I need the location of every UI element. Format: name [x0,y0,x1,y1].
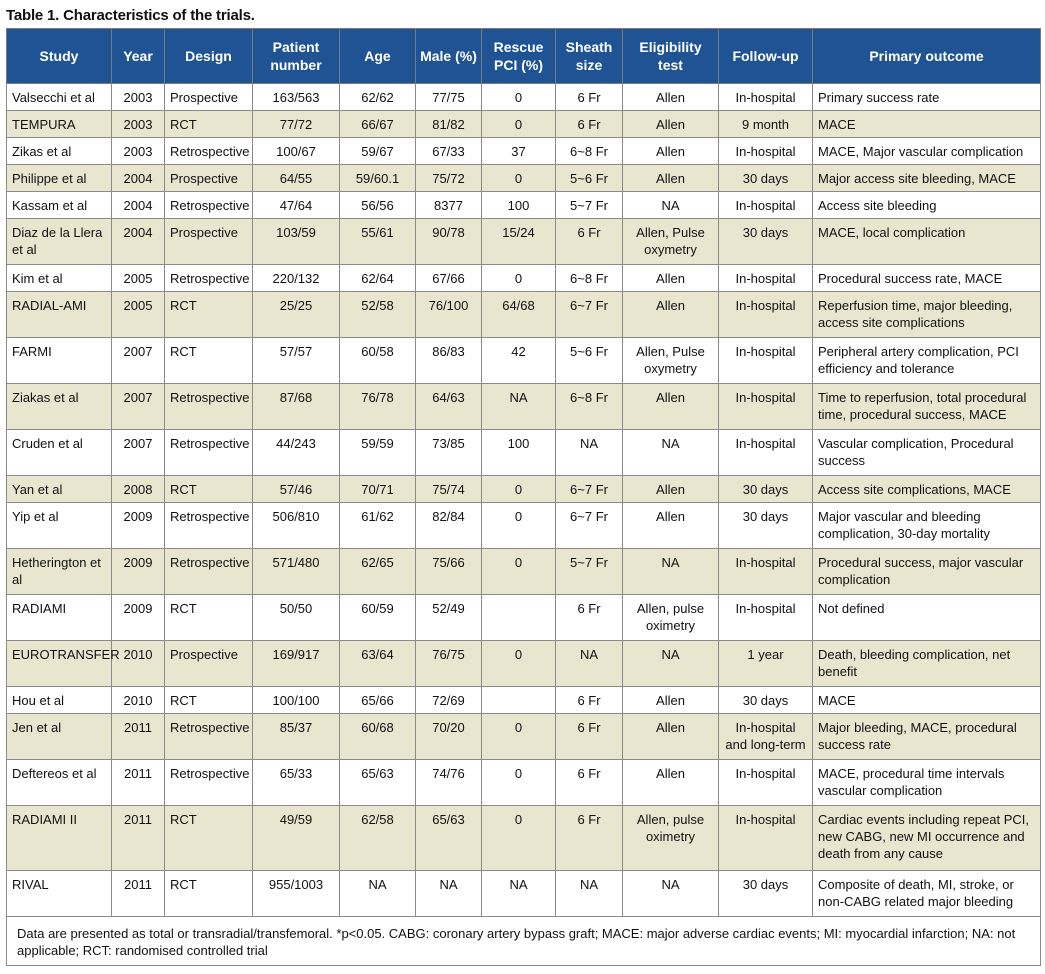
cell-age: 62/58 [340,806,416,871]
table-row [7,84,1041,111]
cell-male: 90/78 [416,219,482,265]
cell-rescue-pci: 37 [482,138,556,165]
cell-eligibility-test: Allen [623,111,719,138]
cell-eligibility-test: Allen [623,714,719,760]
cell-design: RCT [165,111,253,138]
cell-follow-up: In-hospital [719,760,813,806]
cell-design: RCT [165,806,253,871]
cell-age: NA [340,871,416,917]
cell-study: RADIAL-AMI [7,292,112,338]
cell-eligibility-test: Allen [623,138,719,165]
cell-age: 76/78 [340,384,416,430]
cell-sheath-size: 5~7 Fr [556,192,623,219]
column-header-rescue-pci: Rescue PCI (%) [482,29,556,84]
cell-sheath-size: 6 Fr [556,687,623,714]
cell-sheath-size: 5~7 Fr [556,549,623,595]
cell-design: Retrospective [165,265,253,292]
cell-design: Retrospective [165,714,253,760]
cell-rescue-pci: 0 [482,111,556,138]
cell-age: 62/64 [340,265,416,292]
cell-male: 72/69 [416,687,482,714]
cell-rescue-pci: 0 [482,165,556,192]
cell-rescue-pci: 0 [482,503,556,549]
cell-design: Retrospective [165,384,253,430]
cell-study: Zikas et al [7,138,112,165]
cell-primary-outcome: Reperfusion time, major bleeding, access site complications [813,292,1041,338]
cell-year: 2011 [112,714,165,760]
cell-eligibility-test: Allen [623,292,719,338]
cell-male: 76/75 [416,641,482,687]
cell-sheath-size: NA [556,871,623,917]
cell-age: 65/63 [340,760,416,806]
cell-design: Retrospective [165,138,253,165]
cell-sheath-size: 6 Fr [556,806,623,871]
cell-eligibility-test: Allen [623,476,719,503]
cell-follow-up: 1 year [719,641,813,687]
cell-follow-up: In-hospital [719,192,813,219]
cell-patient-number: 57/46 [253,476,340,503]
cell-study: Valsecchi et al [7,84,112,111]
cell-rescue-pci: 15/24 [482,219,556,265]
cell-sheath-size: 5~6 Fr [556,338,623,384]
cell-primary-outcome: Access site complications, MACE [813,476,1041,503]
cell-sheath-size: 6 Fr [556,595,623,641]
cell-primary-outcome: Major vascular and bleeding complication, 30-day mortality [813,503,1041,549]
cell-rescue-pci [482,687,556,714]
cell-study: RADIAMI II [7,806,112,871]
table-row [7,138,1041,165]
cell-follow-up: In-hospital [719,806,813,871]
cell-patient-number: 163/563 [253,84,340,111]
cell-year: 2005 [112,265,165,292]
cell-patient-number: 87/68 [253,384,340,430]
column-header-year: Year [112,29,165,84]
cell-eligibility-test: Allen [623,384,719,430]
cell-male: 75/66 [416,549,482,595]
cell-patient-number: 77/72 [253,111,340,138]
cell-study: RIVAL [7,871,112,917]
table-row [7,292,1041,338]
cell-age: 63/64 [340,641,416,687]
column-header-primary-outcome: Primary outcome [813,29,1041,84]
cell-design: RCT [165,871,253,917]
cell-follow-up: In-hospital [719,430,813,476]
cell-patient-number: 571/480 [253,549,340,595]
cell-age: 60/68 [340,714,416,760]
cell-primary-outcome: Death, bleeding complication, net benefit [813,641,1041,687]
cell-male: 64/63 [416,384,482,430]
cell-follow-up: In-hospital [719,292,813,338]
cell-age: 66/67 [340,111,416,138]
cell-sheath-size: 6 Fr [556,84,623,111]
table-row [7,265,1041,292]
table-row [7,384,1041,430]
cell-age: 62/65 [340,549,416,595]
cell-primary-outcome: Not defined [813,595,1041,641]
cell-patient-number: 506/810 [253,503,340,549]
cell-eligibility-test: NA [623,871,719,917]
cell-follow-up: In-hospital [719,549,813,595]
cell-follow-up: In-hospital [719,138,813,165]
cell-follow-up: 30 days [719,871,813,917]
cell-design: Prospective [165,84,253,111]
cell-study: Jen et al [7,714,112,760]
cell-design: Retrospective [165,760,253,806]
cell-eligibility-test: Allen, Pulse oxymetry [623,338,719,384]
cell-design: RCT [165,292,253,338]
table-row [7,595,1041,641]
cell-year: 2009 [112,549,165,595]
cell-year: 2008 [112,476,165,503]
cell-primary-outcome: Procedural success, major vascular complication [813,549,1041,595]
cell-age: 62/62 [340,84,416,111]
column-header-male: Male (%) [416,29,482,84]
cell-male: 67/33 [416,138,482,165]
cell-rescue-pci: 64/68 [482,292,556,338]
cell-primary-outcome: Major access site bleeding, MACE [813,165,1041,192]
cell-age: 65/66 [340,687,416,714]
cell-year: 2011 [112,871,165,917]
cell-male: 52/49 [416,595,482,641]
cell-male: NA [416,871,482,917]
cell-rescue-pci: 0 [482,549,556,595]
cell-age: 55/61 [340,219,416,265]
cell-eligibility-test: Allen [623,687,719,714]
cell-study: FARMI [7,338,112,384]
cell-patient-number: 44/243 [253,430,340,476]
cell-male: 73/85 [416,430,482,476]
cell-follow-up: 30 days [719,503,813,549]
cell-patient-number: 169/917 [253,641,340,687]
cell-year: 2010 [112,641,165,687]
cell-year: 2009 [112,595,165,641]
cell-patient-number: 85/37 [253,714,340,760]
cell-patient-number: 65/33 [253,760,340,806]
cell-sheath-size: NA [556,430,623,476]
cell-study: Kassam et al [7,192,112,219]
cell-design: RCT [165,476,253,503]
cell-year: 2007 [112,384,165,430]
cell-age: 70/71 [340,476,416,503]
cell-male: 67/66 [416,265,482,292]
cell-rescue-pci: NA [482,871,556,917]
cell-design: RCT [165,595,253,641]
table-row [7,476,1041,503]
cell-rescue-pci: NA [482,384,556,430]
cell-eligibility-test: Allen [623,760,719,806]
cell-year: 2010 [112,687,165,714]
cell-primary-outcome: MACE [813,687,1041,714]
cell-primary-outcome: MACE [813,111,1041,138]
cell-design: Retrospective [165,430,253,476]
cell-year: 2009 [112,503,165,549]
cell-year: 2003 [112,111,165,138]
cell-year: 2007 [112,338,165,384]
cell-rescue-pci: 0 [482,476,556,503]
cell-follow-up: In-hospital [719,384,813,430]
cell-age: 60/58 [340,338,416,384]
cell-sheath-size: NA [556,641,623,687]
cell-design: Prospective [165,165,253,192]
cell-age: 59/67 [340,138,416,165]
cell-primary-outcome: Access site bleeding [813,192,1041,219]
cell-patient-number: 100/67 [253,138,340,165]
column-header-sheath-size: Sheath size [556,29,623,84]
cell-study: Cruden et al [7,430,112,476]
cell-rescue-pci: 100 [482,192,556,219]
cell-eligibility-test: NA [623,430,719,476]
table-row [7,714,1041,760]
trials-table [6,28,1041,966]
cell-sheath-size: 6 Fr [556,760,623,806]
cell-patient-number: 103/59 [253,219,340,265]
cell-patient-number: 25/25 [253,292,340,338]
cell-study: Deftereos et al [7,760,112,806]
cell-eligibility-test: NA [623,549,719,595]
cell-age: 59/59 [340,430,416,476]
cell-follow-up: 30 days [719,476,813,503]
table-row [7,219,1041,265]
table-row [7,760,1041,806]
cell-design: Retrospective [165,192,253,219]
cell-male: 65/63 [416,806,482,871]
cell-sheath-size: 6 Fr [556,111,623,138]
cell-eligibility-test: Allen, pulse oximetry [623,806,719,871]
cell-design: Retrospective [165,549,253,595]
cell-design: Prospective [165,641,253,687]
cell-sheath-size: 6~7 Fr [556,503,623,549]
cell-year: 2004 [112,219,165,265]
cell-sheath-size: 6 Fr [556,714,623,760]
cell-year: 2004 [112,192,165,219]
cell-sheath-size: 6 Fr [556,219,623,265]
cell-follow-up: In-hospital [719,265,813,292]
cell-patient-number: 47/64 [253,192,340,219]
cell-patient-number: 100/100 [253,687,340,714]
cell-year: 2011 [112,760,165,806]
cell-rescue-pci: 0 [482,714,556,760]
cell-primary-outcome: Major bleeding, MACE, procedural success rate [813,714,1041,760]
cell-design: RCT [165,687,253,714]
column-header-age: Age [340,29,416,84]
cell-age: 60/59 [340,595,416,641]
table-row [7,338,1041,384]
cell-primary-outcome: Primary success rate [813,84,1041,111]
cell-study: EUROTRANSFER [7,641,112,687]
column-header-study: Study [7,29,112,84]
cell-sheath-size: 6~8 Fr [556,265,623,292]
table-wrapper [6,4,1040,966]
cell-study: RADIAMI [7,595,112,641]
cell-follow-up: In-hospital [719,338,813,384]
cell-eligibility-test: Allen [623,265,719,292]
cell-patient-number: 955/1003 [253,871,340,917]
header-row [7,29,1041,84]
table-row [7,430,1041,476]
cell-primary-outcome: Peripheral artery complication, PCI efficiency and tolerance [813,338,1041,384]
cell-follow-up: 30 days [719,219,813,265]
cell-eligibility-test: Allen, Pulse oxymetry [623,219,719,265]
cell-male: 8377 [416,192,482,219]
cell-patient-number: 220/132 [253,265,340,292]
table-row [7,192,1041,219]
cell-study: Hetherington et al [7,549,112,595]
cell-patient-number: 49/59 [253,806,340,871]
column-header-design: Design [165,29,253,84]
cell-patient-number: 50/50 [253,595,340,641]
cell-eligibility-test: Allen [623,503,719,549]
cell-year: 2004 [112,165,165,192]
cell-male: 82/84 [416,503,482,549]
cell-rescue-pci: 0 [482,265,556,292]
cell-primary-outcome: Cardiac events including repeat PCI, new CABG, new MI occurrence and death from any cause [813,806,1041,871]
cell-study: TEMPURA [7,111,112,138]
cell-study: Hou et al [7,687,112,714]
cell-age: 56/56 [340,192,416,219]
cell-follow-up: 9 month [719,111,813,138]
cell-rescue-pci: 42 [482,338,556,384]
cell-study: Diaz de la Llera et al [7,219,112,265]
cell-male: 86/83 [416,338,482,384]
table-row [7,806,1041,871]
table-row [7,549,1041,595]
table-row [7,165,1041,192]
cell-follow-up: In-hospital [719,84,813,111]
cell-sheath-size: 6~7 Fr [556,476,623,503]
cell-study: Yip et al [7,503,112,549]
cell-primary-outcome: Time to reperfusion, total procedural time, procedural success, MACE [813,384,1041,430]
cell-rescue-pci: 0 [482,84,556,111]
cell-sheath-size: 6~8 Fr [556,384,623,430]
cell-rescue-pci: 0 [482,641,556,687]
cell-year: 2007 [112,430,165,476]
cell-year: 2003 [112,138,165,165]
cell-design: Prospective [165,219,253,265]
column-header-follow-up: Follow-up [719,29,813,84]
table-footnote: Data are presented as total or transradial/transfemoral. *p<0.05. CABG: coronary artery bypass graft; MACE: major adverse cardiac events; MI: myocardial infarction; NA: not applicable; RCT: randomised controlled trial [7,917,1041,966]
cell-design: RCT [165,338,253,384]
cell-primary-outcome: MACE, Major vascular complication [813,138,1041,165]
cell-male: 81/82 [416,111,482,138]
footnote-row [7,917,1041,966]
cell-male: 74/76 [416,760,482,806]
cell-year: 2005 [112,292,165,338]
cell-patient-number: 57/57 [253,338,340,384]
cell-eligibility-test: Allen [623,84,719,111]
cell-year: 2003 [112,84,165,111]
cell-follow-up: 30 days [719,687,813,714]
cell-eligibility-test: NA [623,192,719,219]
table-row [7,687,1041,714]
cell-age: 61/62 [340,503,416,549]
cell-eligibility-test: Allen, pulse oximetry [623,595,719,641]
cell-primary-outcome: Vascular complication, Procedural success [813,430,1041,476]
cell-rescue-pci [482,595,556,641]
cell-year: 2011 [112,806,165,871]
cell-study: Yan et al [7,476,112,503]
cell-male: 75/72 [416,165,482,192]
table-body [7,84,1041,917]
cell-study: Ziakas et al [7,384,112,430]
cell-primary-outcome: Composite of death, MI, stroke, or non-CABG related major bleeding [813,871,1041,917]
cell-rescue-pci: 100 [482,430,556,476]
cell-sheath-size: 6~8 Fr [556,138,623,165]
cell-eligibility-test: Allen [623,165,719,192]
cell-rescue-pci: 0 [482,806,556,871]
cell-eligibility-test: NA [623,641,719,687]
cell-sheath-size: 5~6 Fr [556,165,623,192]
cell-male: 76/100 [416,292,482,338]
cell-rescue-pci: 0 [482,760,556,806]
cell-design: Retrospective [165,503,253,549]
column-header-eligibility-test: Eligibility test [623,29,719,84]
cell-male: 75/74 [416,476,482,503]
cell-study: Philippe et al [7,165,112,192]
cell-follow-up: In-hospital and long-term [719,714,813,760]
cell-age: 52/58 [340,292,416,338]
table-row [7,871,1041,917]
cell-male: 77/75 [416,84,482,111]
cell-primary-outcome: MACE, local complication [813,219,1041,265]
cell-primary-outcome: MACE, procedural time intervals vascular complication [813,760,1041,806]
cell-follow-up: 30 days [719,165,813,192]
table-row [7,641,1041,687]
column-header-patient-number: Patient number [253,29,340,84]
table-row [7,503,1041,549]
cell-male: 70/20 [416,714,482,760]
table-row [7,111,1041,138]
cell-study: Kim et al [7,265,112,292]
cell-primary-outcome: Procedural success rate, MACE [813,265,1041,292]
table-caption: Table 1. Characteristics of the trials. [6,7,255,24]
cell-sheath-size: 6~7 Fr [556,292,623,338]
cell-follow-up: In-hospital [719,595,813,641]
cell-patient-number: 64/55 [253,165,340,192]
cell-age: 59/60.1 [340,165,416,192]
